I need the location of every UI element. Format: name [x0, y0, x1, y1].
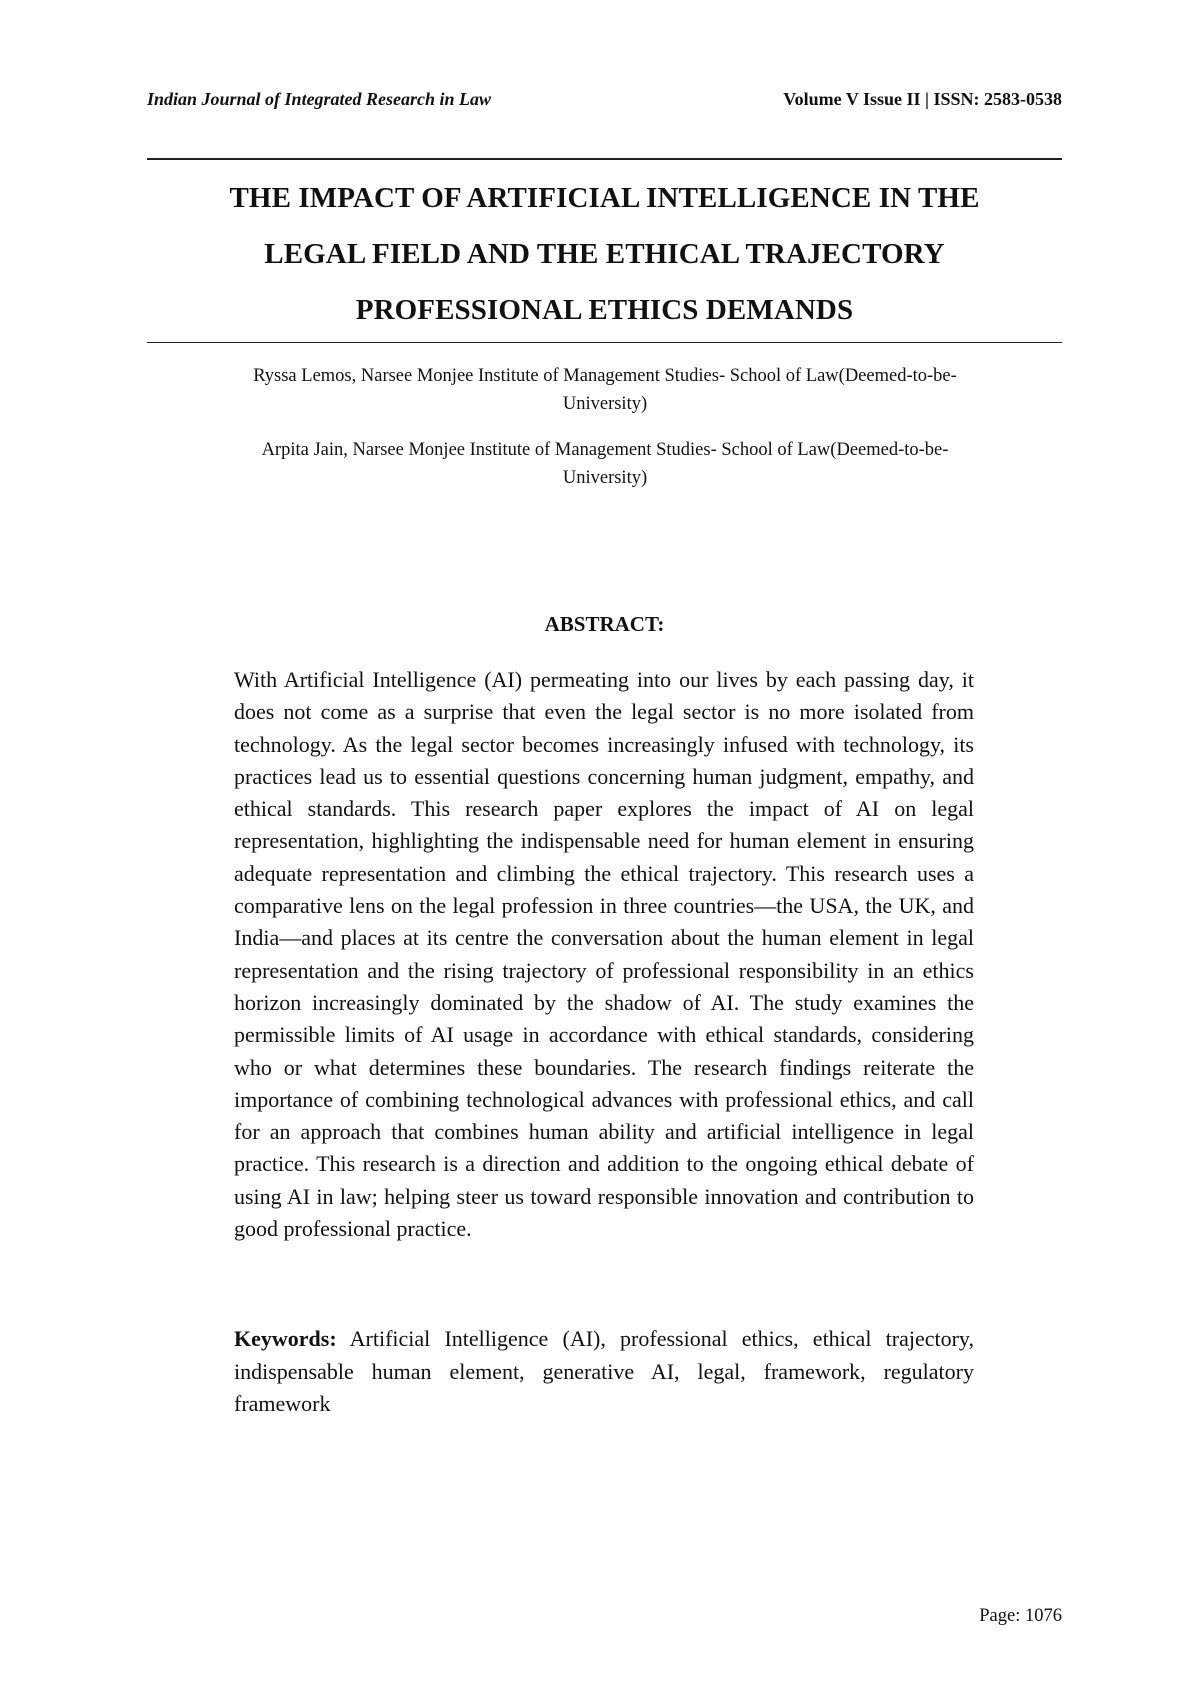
- author-affiliation: Ryssa Lemos, Narsee Monjee Institute of Management Studies- School of Law(Deemed-to-be-University): [253, 366, 957, 414]
- author-list: [230, 362, 980, 510]
- running-header: [147, 84, 1062, 114]
- paper-title: [147, 170, 1062, 338]
- abstract-heading: ABSTRACT:: [544, 612, 665, 636]
- volume-issn: Volume V Issue II | ISSN: 2583-0538: [783, 88, 1062, 109]
- keywords-label: Keywords:: [234, 1326, 337, 1351]
- title-bottom-rule: [147, 342, 1062, 343]
- title-line: THE IMPACT OF ARTIFICIAL INTELLIGENCE IN THE: [229, 182, 980, 214]
- journal-name: Indian Journal of Integrated Research in Law: [147, 88, 492, 109]
- title-top-rule: [147, 158, 1062, 160]
- page-number: Page: 1076: [979, 1606, 1062, 1626]
- title-line: PROFESSIONAL ETHICS DEMANDS: [355, 294, 854, 326]
- abstract-text: With Artificial Intelligence (AI) permeating into our lives by each passing day, it does not come as a surprise that even the legal sector is no more isolated from technology. As the legal sector becomes increasingly infused with technology, its practices lead us to essential questions concerning human judgment, empathy, and ethical standards. This research paper explores the impact of AI on legal representation, highlighting the indispensable need for human element in ensuring adequate representation and climbing the ethical trajectory. This research uses a comparative lens on the legal profession in three countries—the USA, the UK, and India—and places at its centre the conversation about the human element in legal representation and the rising trajectory of professional responsibility in an ethics horizon increasingly dominated by the shadow of AI. The study examines the permissible limits of AI usage in accordance with ethical standards, considering who or what determines these boundaries. The research findings reiterate the importance of combining technological advances with professional ethics, and call for an approach that combines human ability and artificial intelligence in legal practice. This research is a direction and addition to the ongoing ethical debate of using AI in law; helping steer us toward responsible innovation and contribution to good professional practice.: [234, 667, 974, 1242]
- keywords: [234, 1323, 974, 1421]
- title-line: LEGAL FIELD AND THE ETHICAL TRAJECTORY: [264, 238, 945, 270]
- author-affiliation: Arpita Jain, Narsee Monjee Institute of Management Studies- School of Law(Deemed-to-be-University): [261, 440, 949, 488]
- keywords-text: Artificial Intelligence (AI), professional ethics, ethical trajectory, indispensable human element, generative AI, legal, framework, regulatory framework: [234, 1326, 974, 1416]
